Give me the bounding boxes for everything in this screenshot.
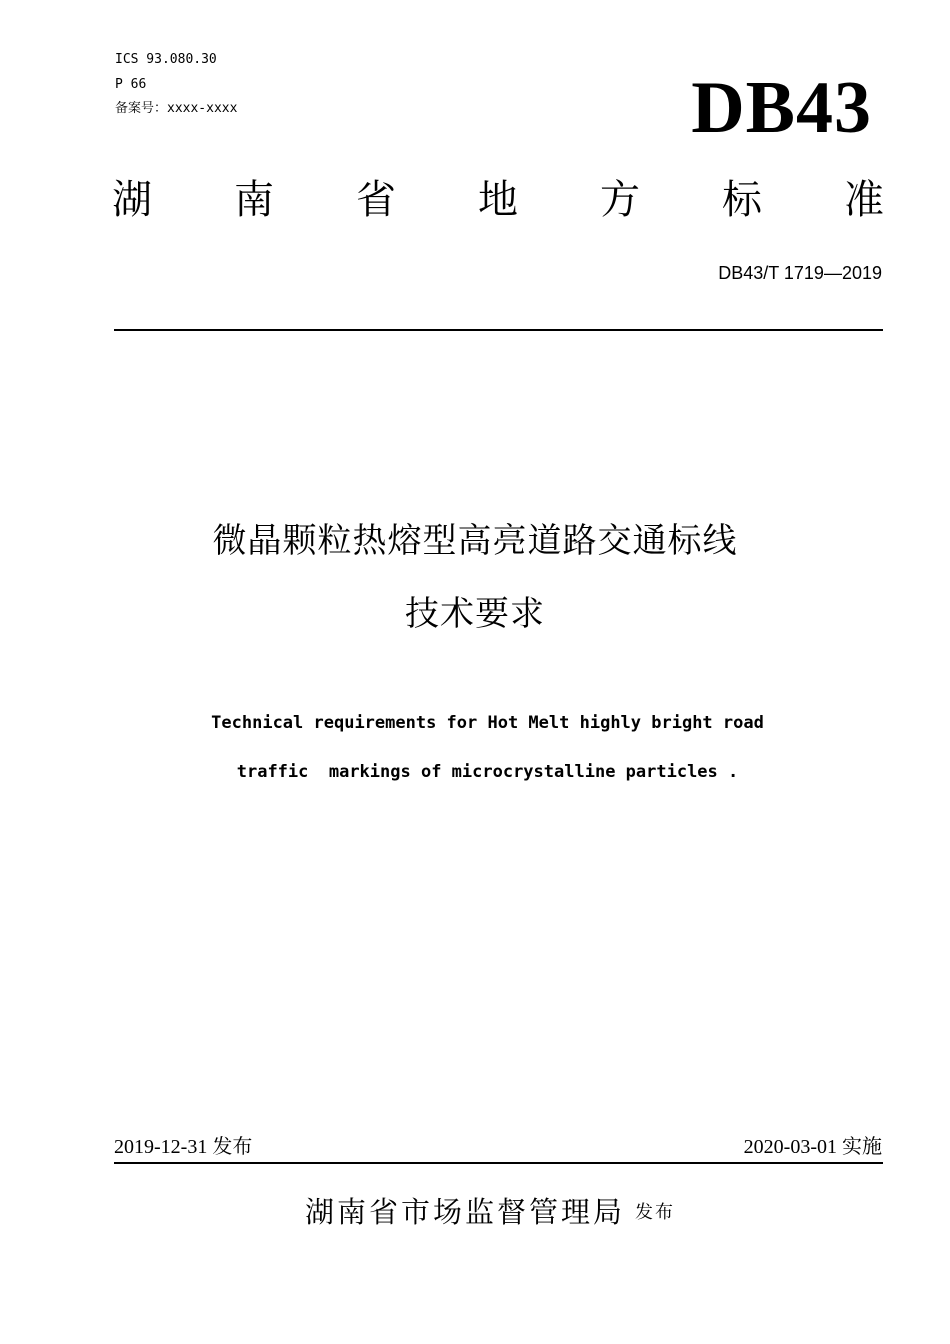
issuer-line	[0, 1190, 950, 1231]
effective-date: 2020-03-01 实施	[743, 1136, 882, 1158]
standard-number: DB43/T 1719—2019	[718, 263, 882, 283]
ics-code: ICS 93.080.30	[115, 52, 217, 67]
issued-label: 发布	[635, 1201, 675, 1223]
category-char: 南	[234, 177, 274, 223]
english-title-line-2: traffic markings of microcrystalline particles .	[236, 762, 739, 782]
filing-number: 备案号：xxxx-xxxx	[115, 101, 238, 116]
chinese-title-line-1: 微晶颗粒热熔型高亮道路交通标线	[212, 521, 738, 561]
category-char: 准	[844, 177, 884, 223]
issue-date: 2019-12-31 发布	[114, 1136, 253, 1158]
bottom-divider	[114, 1162, 883, 1164]
english-title-line-1: Technical requirements for Hot Melt highly bright road	[211, 713, 764, 733]
issuing-authority: 湖南省市场监督管理局	[304, 1195, 625, 1229]
category-char: 湖	[112, 177, 152, 223]
category-char: 地	[478, 177, 518, 223]
standard-code-logo: DB43	[691, 67, 872, 149]
chinese-title-line-2: 技术要求	[405, 594, 545, 634]
top-divider	[114, 329, 883, 331]
standard-category-title	[112, 174, 884, 226]
category-char: 省	[356, 177, 396, 223]
category-char: 标	[722, 177, 762, 223]
category-char: 方	[600, 177, 640, 223]
classification-code: P 66	[115, 77, 147, 92]
